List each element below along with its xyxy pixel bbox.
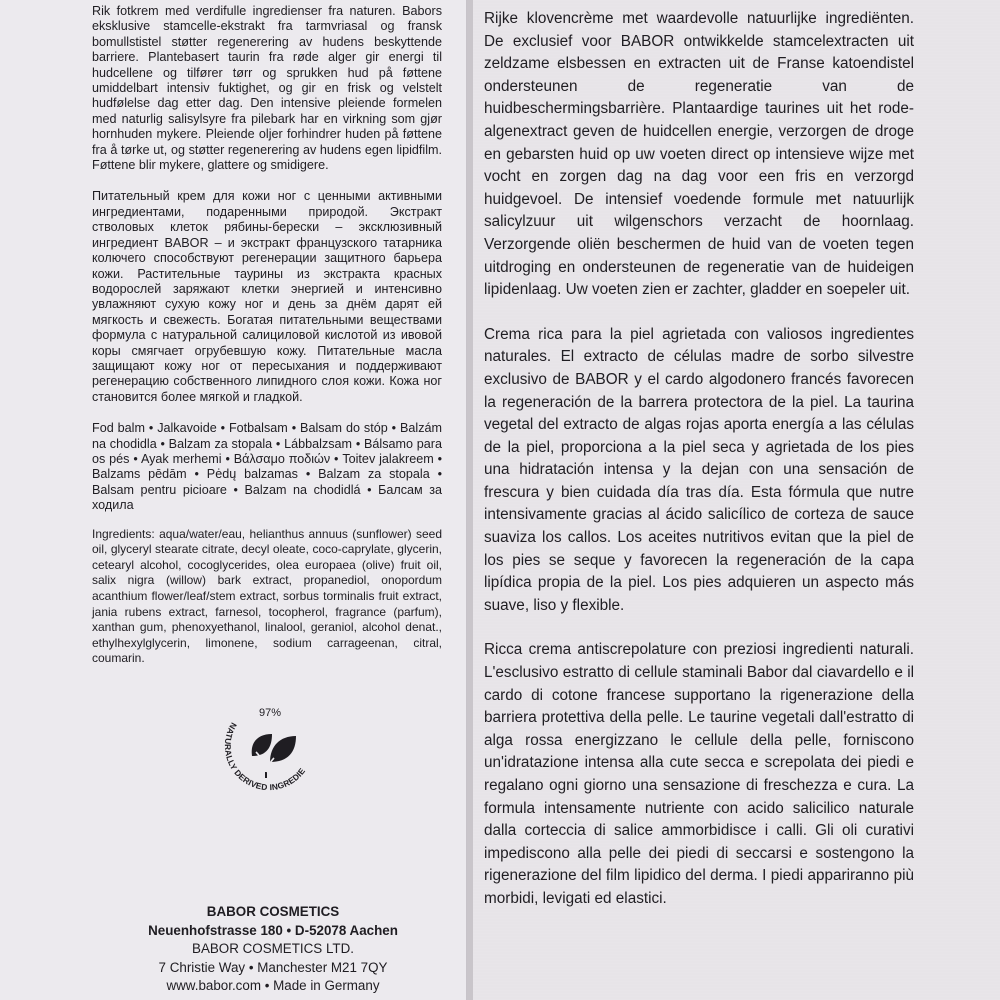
ingredients-paragraph: Ingredients: aqua/water/eau, helianthus annuus (sunflower) seed oil, glyceryl stearate citrate, decyl oleate, coco-caprylate, glycerin, cetearyl alcohol, cocoglycerides, olea europaea (olive) fruit oil, salix nigra (willow) bark extract, propanediol, onopordum acanthium flower/leaf/stem extract, sorbus torminalis fruit extract, jania rubens extract, farnesol, tocopherol, fragrance (parfum), xanthan gum, phenoxyethanol, linalool, geraniol, alcohol denat., ethylhexylglycerin, limonene, sodium carrageenan, citral, coumarin. — [92, 526, 442, 666]
company-address-de: Neuenhofstrasse 180 • D-52078 Aachen — [148, 922, 398, 938]
russian-paragraph: Питательный крем для кожи ног с ценными активными ингредиентами, подаренными природой. Экстракт стволовых клеток рябины-берески – эксклюзивный ингредиент BABOR – и экстракт французского татарника колючего способствуют регенерации защитного барьера кожи. Растительные таурины из экстракта красных водорослей заряжают клетки энергией и интенсивно увлажняют сухую кожу ног и день за днём дарят ей мягкость и свежесть. Богатая питательными веществами формула с натуральной салициловой кислотой из ивовой коры смягчает огрубевшую кожу. Питательные масла защищают кожу ног от пересыхания и поддерживают регенерацию собственного липидного слоя кожи. Кожа ног становится более мягкой и гладкой. — [92, 189, 442, 404]
naturally-derived-badge — [220, 696, 320, 804]
norwegian-paragraph: Rik fotkrem med verdifulle ingredienser fra naturen. Babors eksklusive stamcelle-ekstrakt fra tarmvriasal og fransk bomullstistel støtter regenerering av hudens beskyttende barriere. Plantebasert taurin fra røde alger gir energi til hudcellene og tilfører tørr og sprukken hud på føttene umiddelbart intensiv fuktighet, og gir en frisk og velstelt hudfølelse dag etter dag. Den intensive pleiende formelen med naturlig salisylsyre fra pilebark har en virkning som gjør hornhuden mykere. Pleiende oljer forhindrer huden på føttene fra å tørke ut, og støtter regenerering av hudens egen lipidfilm. Føttene blir mykere, glattere og smidigere. — [92, 4, 442, 173]
company-web: www.babor.com • Made in Germany — [166, 978, 380, 994]
company-name-uk: BABOR COSMETICS LTD. — [192, 941, 354, 957]
badge-percent: 97% — [258, 707, 282, 719]
italian-paragraph: Ricca crema antiscrepolature con preziosi ingredienti naturali. L'esclusivo estratto di cellule staminali Babor dal ciavardello e il cardo di cotone francese supportano la rigenerazione della barriera protettiva della pelle. Le taurine vegetali dall'estratto di alga rossa energizzano le cellule della pelle, forniscono un'idratazione intensa alla cute secca e screpolata dei piedi e regalano ogni giorno una sensazione di freschezza e cura. La formula intensamente nutriente con acido salicilico naturale dalla corteccia di salice ammorbidisce i calli. Gli oli curativi impediscono alla pelle dei piedi di seccarsi e sostengono la rigenerazione del film lipidico del derma. I piedi appariranno più morbidi, levigati ed elastici. — [484, 641, 914, 907]
leaf-icon — [252, 734, 296, 778]
spanish-paragraph: Crema rica para la piel agrietada con valiosos ingredientes naturales. El extracto de células madre de sorbo silvestre exclusivo de BABOR y el cardo algodonero francés favorecen la regeneración de la barrera protectora de la piel. La taurina vegetal del extracto de algas rojas aporta energía a las células de la piel, proporciona a la piel seca y agrietada de los pies una hidratación intensa y la dejan con una sensación de frescura y bien cuidada día tras día. Esta fórmula que nutre intensivamente gracias al ácido salicílico de corteza de sauce suaviza los callos. Los aceites nutritivos evitan que la piel de los pies se seque y favorecen la regeneración de la capa lipídica propia de la piel. Los pies adquieren un aspecto más suave, liso y flexible. — [484, 325, 914, 614]
badge-arc-text: NATURALLY DERIVED INGREDIE — [222, 720, 308, 793]
company-name: BABOR COSMETICS — [206, 904, 340, 919]
dutch-paragraph: Rijke klovencrème met waardevolle natuurlijke ingrediënten. De exclusief voor BABOR ontwikkelde stamcelextracten uit zeldzame elsbessen en extracten uit de Franse katoendistel ondersteunen de regeneratie van de huidbeschermingsbarrière. Plantaardige taurines uit het rode-algenextract geven de huidcellen energie, verzorgen de droge en gebarsten huid op uw voeten direct op intensieve wijze met vocht en zorgen dag na dag voor een fris en verzorgd huidgevoel. De intensief voedende formule met natuurlijk salicylzuur uit wilgenschors verzacht de hoornlaag. Verzorgende oliën beschermen de huid van de voeten tegen uitdroging en ondersteunen de regeneratie van de huideigen lipidenlaag. Uw voeten zien er zachter, gladder en soepeler uit. — [484, 10, 914, 299]
product-names-paragraph: Fod balm • Jalkavoide • Fotbalsam • Balsam do stóp • Balzám na chodidla • Balzam za stopala • Lábbalzsam • Bálsamo para os pés • Ayak merhemi • Βάλσαμο ποδιών • Toitev jalakreem • Balzams pēdām • Pėdų balzamas • Balzam za stopala • Balsam pentru picioare • Balzam na chodidlá • Балсам за ходила — [92, 421, 442, 513]
company-address-uk: 7 Christie Way • Manchester M21 7QY — [158, 959, 388, 975]
company-footer — [108, 903, 438, 996]
right-column — [484, 8, 914, 933]
left-column — [92, 4, 442, 683]
